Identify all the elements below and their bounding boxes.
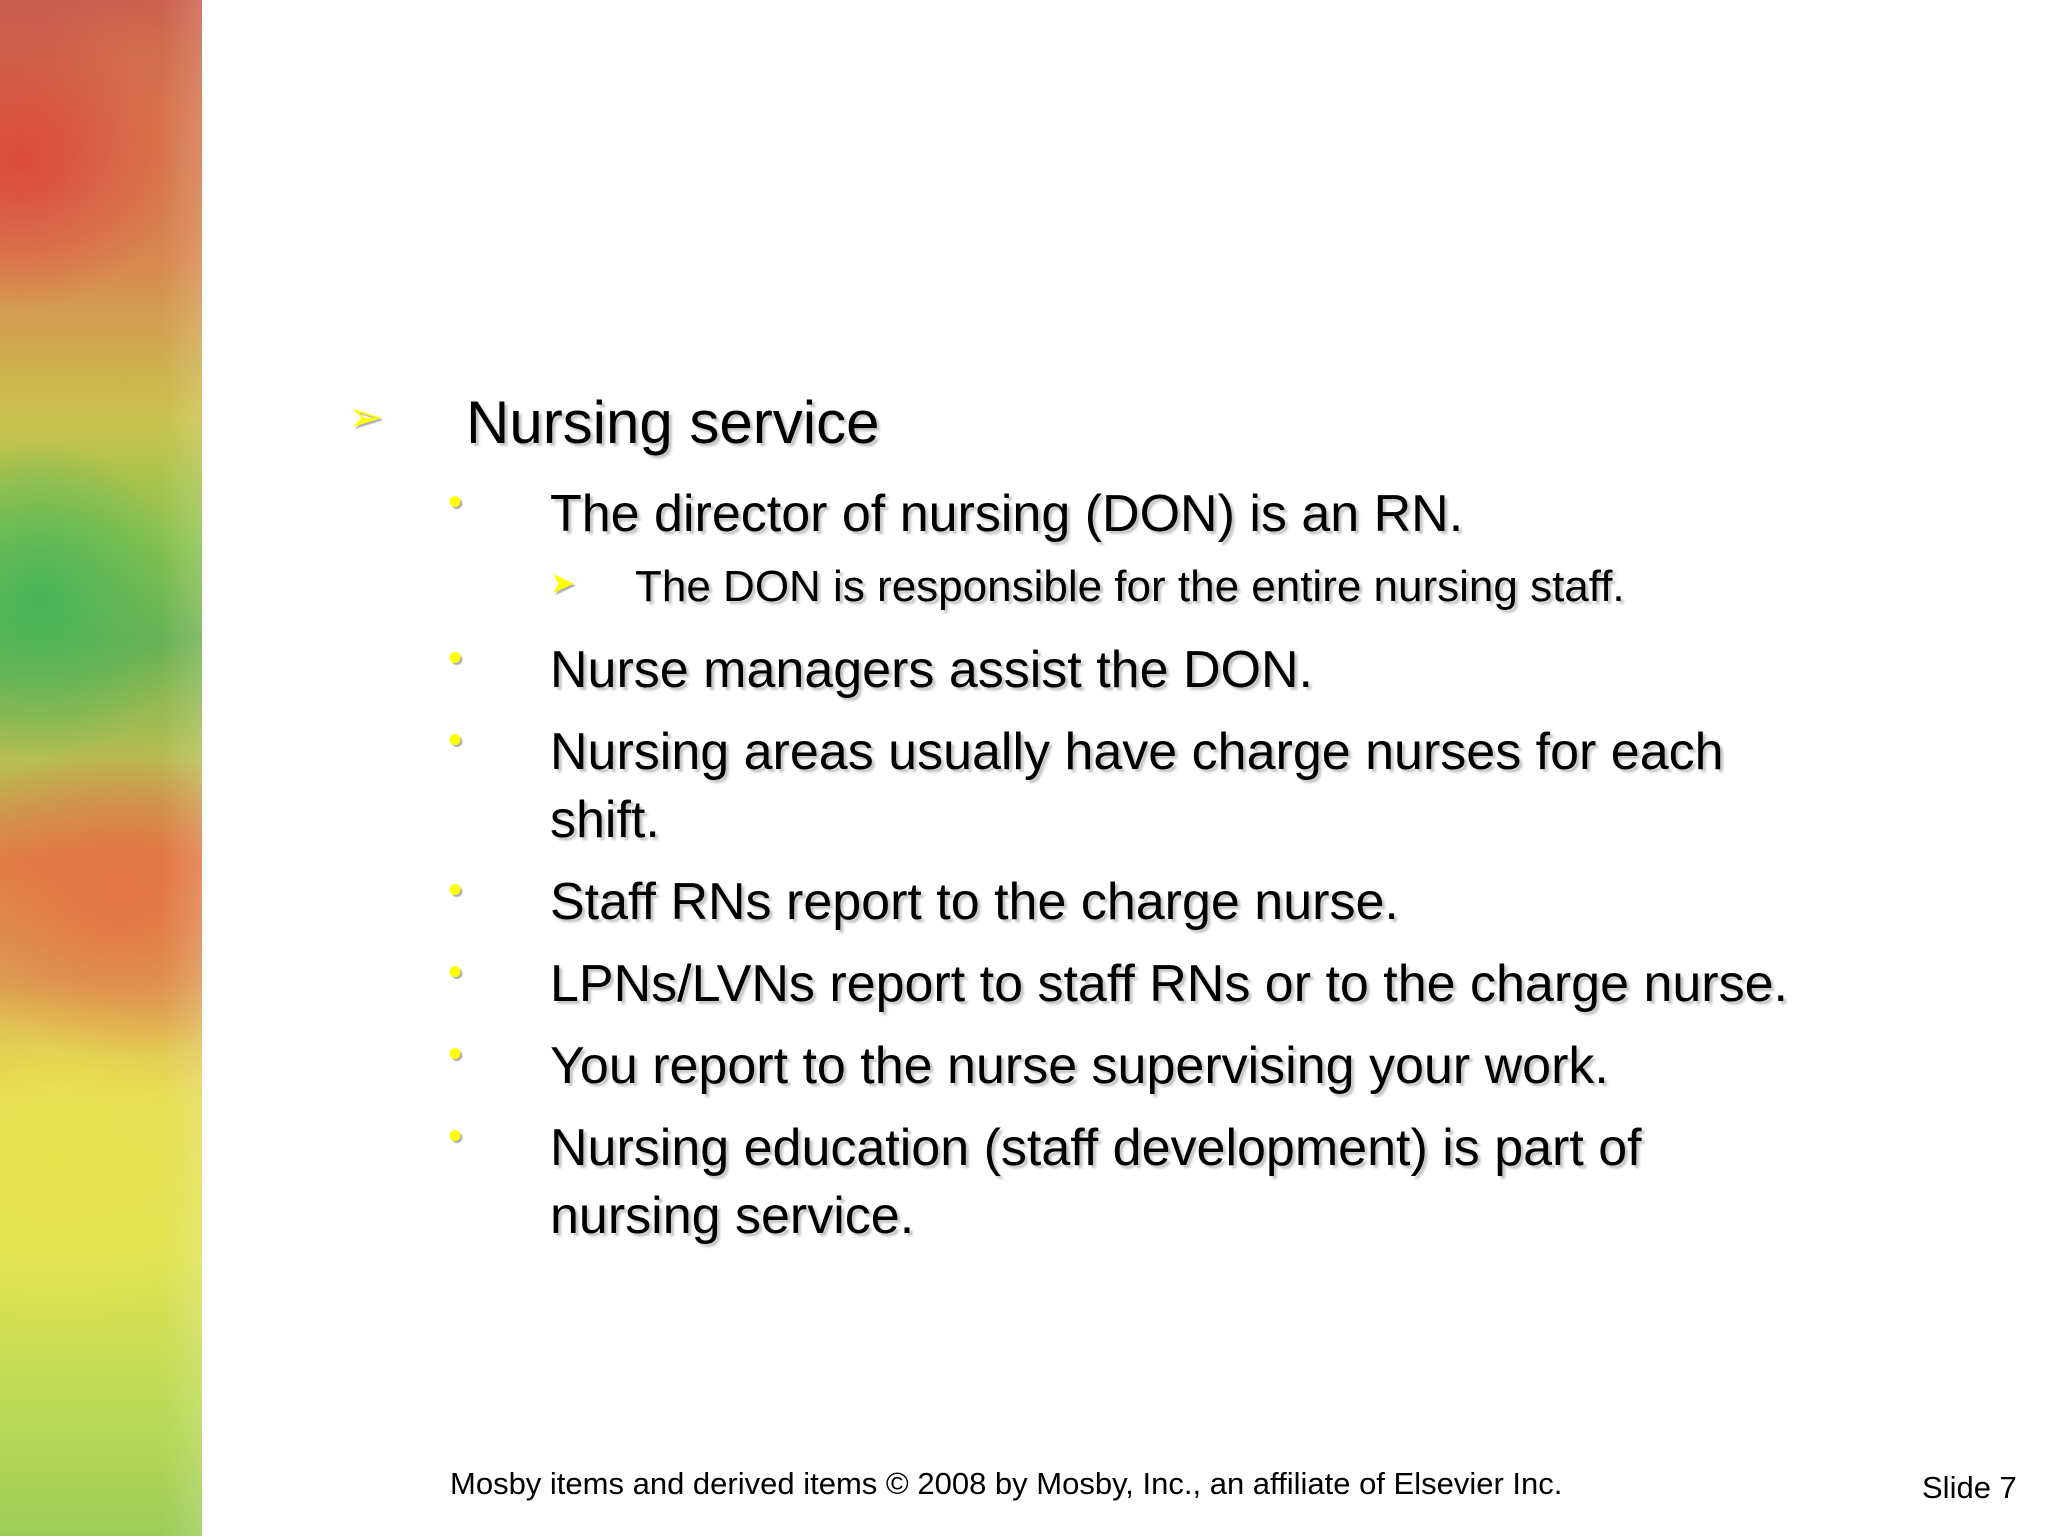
list-item-text: LPNs/LVNs report to staff RNs or to the charge nurse. — [550, 955, 1788, 1013]
dot-bullet-icon: • — [448, 718, 463, 762]
arrowhead-bullet-icon: ➤ — [550, 567, 576, 600]
heading-text: Nursing service — [466, 389, 880, 456]
list-item-text: Nurse managers assist the DON. — [550, 641, 1313, 699]
list-item-text: The director of nursing (DON) is an RN. — [550, 485, 1464, 543]
list-item-text: Nursing areas usually have charge nurses for each — [550, 723, 1724, 781]
dot-bullet-icon: • — [448, 1032, 463, 1076]
arrow-bullet-icon: ➢ — [348, 393, 384, 440]
slide-number: Slide 7 — [1922, 1470, 2017, 1505]
list-item-text-continued: shift. — [550, 791, 660, 849]
sub-list-item-text: The DON is responsible for the entire nursing staff. — [635, 562, 1625, 611]
dot-bullet-icon: • — [448, 1114, 463, 1158]
list-item-text: You report to the nurse supervising your work. — [550, 1037, 1609, 1095]
dot-bullet-icon: • — [448, 950, 463, 994]
list-item-text-continued: nursing service. — [550, 1187, 915, 1245]
list-item-text: Nursing education (staff development) is part of — [550, 1119, 1642, 1177]
list-item-text: Staff RNs report to the charge nurse. — [550, 873, 1399, 931]
dot-bullet-icon: • — [448, 480, 463, 524]
dot-bullet-icon: • — [448, 868, 463, 912]
dot-bullet-icon: • — [448, 636, 463, 680]
footer-copyright: Mosby items and derived items © 2008 by Mosby, Inc., an affiliate of Elsevier Inc. — [450, 1466, 1563, 1501]
